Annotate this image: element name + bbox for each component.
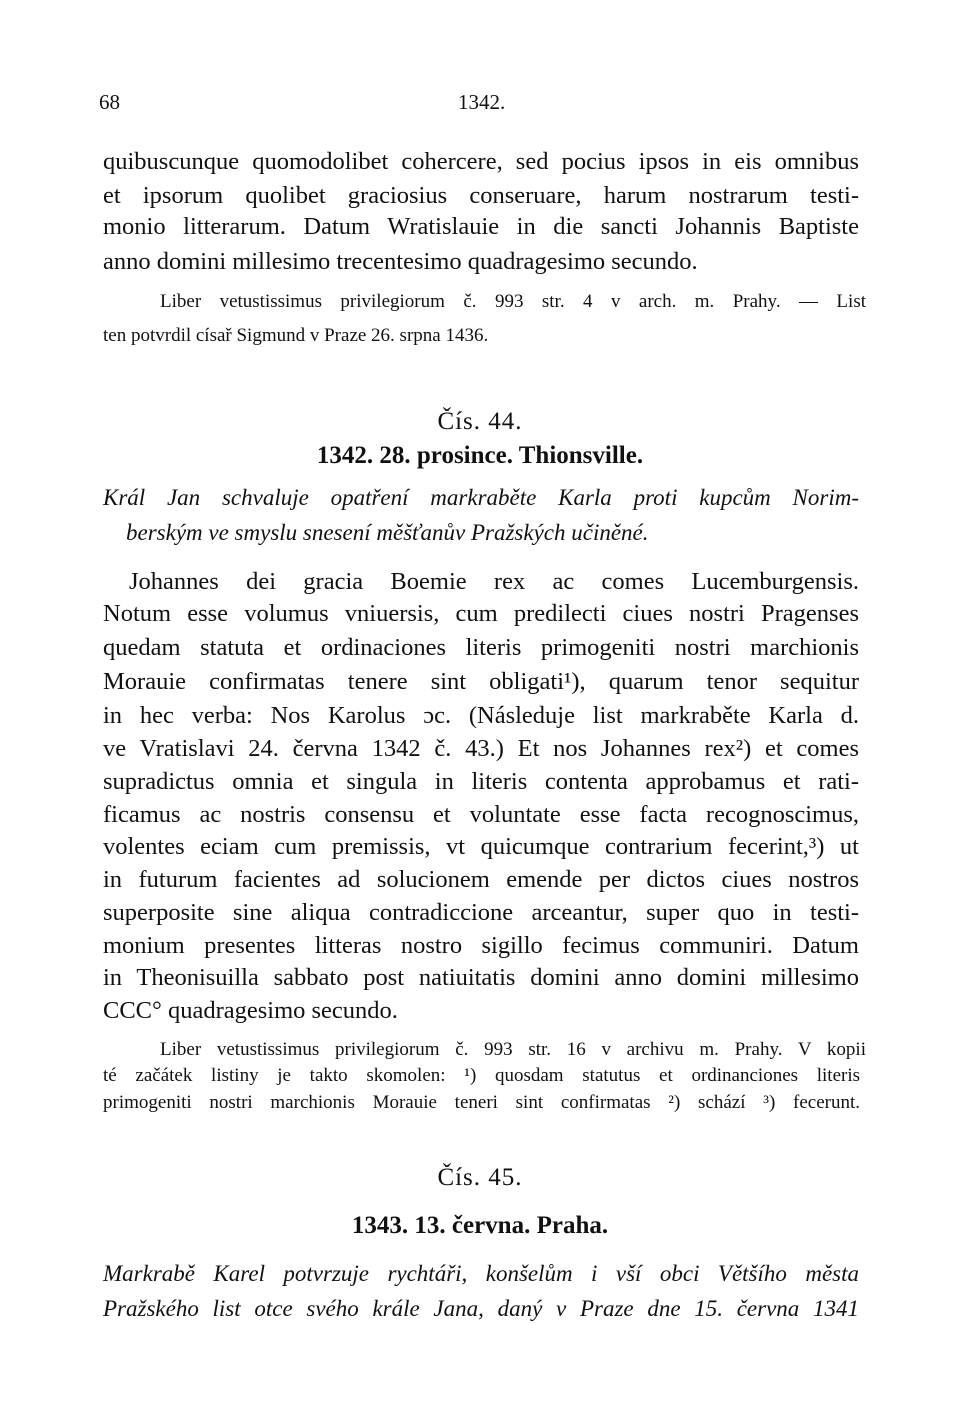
running-header-year: 1342. <box>458 90 506 114</box>
document-number: Čís. 45. <box>437 1164 523 1191</box>
charter-line: monium presentes litteras nostro sigillo fecimus communiri. Datum <box>103 932 859 959</box>
charter-line: superposite sine aliqua contradiccione arceantur, super quo in testi- <box>103 899 859 926</box>
body-line: et ipsorum quolibet graciosius conseruare, harum nostrarum testi- <box>103 182 859 209</box>
source-note-line: Liber vetustissimus privilegiorum č. 993 str. 16 v archivu m. Prahy. V kopii <box>160 1039 866 1060</box>
charter-line: ve Vratislavi 24. června 1342 č. 43.) Et nos Johannes rex²) et comes <box>103 735 859 762</box>
charter-line: CCC° quadragesimo secundo. <box>103 997 398 1024</box>
charter-line: supradictus omnia et singula in literis contenta approbamus et rati- <box>103 768 859 795</box>
source-note-line: ten potvrdil císař Sigmund v Praze 26. srpna 1436. <box>103 325 489 346</box>
regest-line: Markrabě Karel potvrzuje rychtáři, konšelům i vší obci Většího města <box>103 1261 859 1286</box>
regest-line: Král Jan schvaluje opatření markraběte Karla proti kupcům Norim- <box>103 485 859 510</box>
document-date-heading: 1343. 13. června. Praha. <box>351 1212 609 1239</box>
source-note-line: té začátek listiny je takto skomolen: ¹) quosdam statutus et ordinanciones literis <box>103 1065 860 1086</box>
regest-line: berským ve smyslu snesení měšťanův Pražských učiněné. <box>126 520 649 545</box>
charter-line: ficamus ac nostris consensu et voluntate esse facta recognoscimus, <box>103 801 859 828</box>
body-line: quibuscunque quomodolibet cohercere, sed pocius ipsos in eis omnibus <box>103 148 859 175</box>
regest-line: Pražského list otce svého krále Jana, daný v Praze dne 15. června 1341 <box>103 1296 859 1321</box>
charter-line: Morauie confirmatas tenere sint obligati¹), quarum tenor sequitur <box>103 668 859 695</box>
document-number: Čís. 44. <box>437 408 523 435</box>
charter-line: in Theonisuilla sabbato post natiuitatis domini anno domini millesimo <box>103 964 859 991</box>
page-number: 68 <box>99 90 120 114</box>
charter-line: Notum esse volumus vniuersis, cum predilecti ciues nostri Pragenses <box>103 600 859 627</box>
charter-line: quedam statuta et ordinaciones literis primogeniti nostri marchionis <box>103 634 859 661</box>
charter-line: in futurum facientes ad solucionem emende per dictos ciues nostros <box>103 866 859 893</box>
body-line: monio litterarum. Datum Wratislauie in die sancti Johannis Baptiste <box>103 213 859 240</box>
source-note-line: primogeniti nostri marchionis Morauie teneri sint confirmatas ²) schází ³) fecerunt. <box>103 1092 860 1113</box>
charter-line: Johannes dei gracia Boemie rex ac comes Lucemburgensis. <box>129 568 859 595</box>
source-note-line: Liber vetustissimus privilegiorum č. 993 str. 4 v arch. m. Prahy. — List <box>160 291 866 312</box>
charter-line: volentes eciam cum premissis, vt quicumque contrarium fecerint,³) ut <box>103 833 859 860</box>
charter-line: in hec verba: Nos Karolus ɔc. (Následuje list markraběte Karla d. <box>103 702 859 729</box>
body-line: anno domini millesimo trecentesimo quadragesimo secundo. <box>103 248 698 275</box>
document-date-heading: 1342. 28. prosince. Thionsville. <box>316 442 644 469</box>
